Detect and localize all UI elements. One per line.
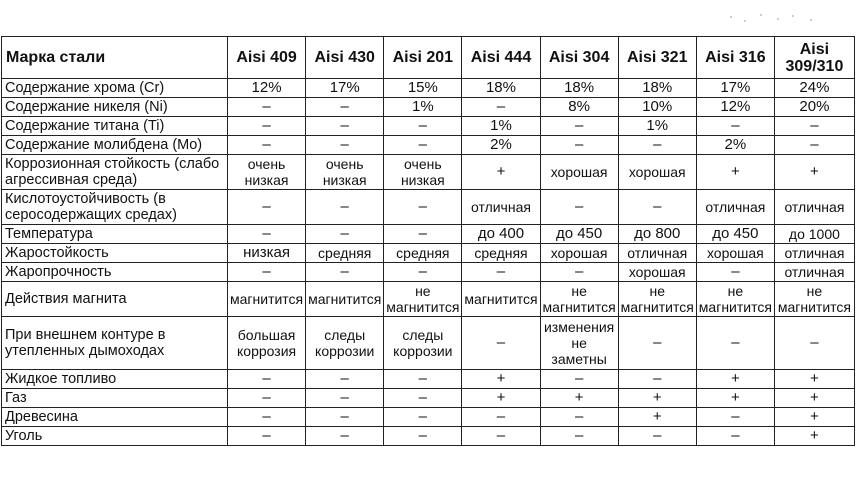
header-aisi-316: Aisi 316 [696,37,774,79]
table-cell: – [228,389,306,408]
table-cell: – [540,370,618,389]
header-aisi-430: Aisi 430 [306,37,384,79]
table-cell: очень низкая [384,155,462,190]
table-cell: отличная [462,190,540,225]
table-cell: 17% [306,79,384,98]
table-cell: – [696,263,774,282]
row-label: Газ [2,389,228,408]
table-cell: – [384,427,462,446]
table-cell: – [774,136,854,155]
header-aisi-321: Aisi 321 [618,37,696,79]
table-cell: – [228,370,306,389]
table-cell: 1% [384,98,462,117]
table-row [2,136,855,155]
table-cell: – [540,263,618,282]
table-cell: 15% [384,79,462,98]
table-cell: – [228,98,306,117]
table-cell: – [306,370,384,389]
table-cell: – [618,190,696,225]
table-cell: – [462,317,540,370]
table-cell: 18% [462,79,540,98]
table-cell: не магнитится [618,282,696,317]
table-cell: не магнитится [696,282,774,317]
table-cell: низкая [228,244,306,263]
table-cell: не магнитится [384,282,462,317]
table-cell: + [774,370,854,389]
row-label: Кислотоустойчивость (в серосодержащих средах) [2,190,228,225]
table-cell: + [774,408,854,427]
table-cell: отличная [618,244,696,263]
table-cell: – [462,263,540,282]
header-steel-grade: Марка стали [2,37,228,79]
table-cell: – [618,136,696,155]
table-cell: – [384,136,462,155]
table-cell: + [618,408,696,427]
table-cell: – [540,136,618,155]
table-cell: – [306,263,384,282]
table-cell: – [384,263,462,282]
table-cell: + [696,155,774,190]
row-label: Жаростойкость [2,244,228,263]
table-cell: до 450 [540,225,618,244]
table-cell: не магнитится [540,282,618,317]
table-cell: – [462,408,540,427]
table-cell: очень низкая [306,155,384,190]
table-cell: – [384,225,462,244]
table-cell: большая коррозия [228,317,306,370]
table-cell: – [618,427,696,446]
table-cell: 2% [696,136,774,155]
table-cell: отличная [774,263,854,282]
table-row [2,117,855,136]
table-cell: до 400 [462,225,540,244]
table-cell: средняя [384,244,462,263]
table-cell: – [384,190,462,225]
table-row [2,79,855,98]
header-aisi-409: Aisi 409 [228,37,306,79]
table-cell: – [306,98,384,117]
table-cell: 10% [618,98,696,117]
table-cell: + [774,427,854,446]
table-cell: – [540,190,618,225]
row-label: При внешнем контуре в утепленных дымоходах [2,317,228,370]
table-cell: – [306,427,384,446]
table-cell: + [696,389,774,408]
table-cell: + [774,155,854,190]
table-cell: – [228,408,306,427]
table-cell: средняя [306,244,384,263]
table-cell: + [774,389,854,408]
table-row [2,370,855,389]
table-row [2,389,855,408]
table-cell: – [228,136,306,155]
table-cell: магнитится [306,282,384,317]
row-label: Содержание хрома (Cr) [2,79,228,98]
table-cell: 2% [462,136,540,155]
table-cell: – [696,408,774,427]
table-cell: не магнитится [774,282,854,317]
row-label: Содержание никеля (Ni) [2,98,228,117]
row-label: Древесина [2,408,228,427]
table-cell: средняя [462,244,540,263]
table-cell: 24% [774,79,854,98]
row-label: Жидкое топливо [2,370,228,389]
table-cell: отличная [774,190,854,225]
table-cell: 20% [774,98,854,117]
table-cell: – [306,190,384,225]
table-row [2,427,855,446]
row-label: Содержание титана (Ti) [2,117,228,136]
header-aisi-201: Aisi 201 [384,37,462,79]
table-cell: + [540,389,618,408]
table-cell: до 450 [696,225,774,244]
table-cell: + [462,389,540,408]
table-cell: следы коррозии [306,317,384,370]
table-cell: – [306,136,384,155]
table-row [2,190,855,225]
table-cell: отличная [696,190,774,225]
table-cell: – [696,427,774,446]
header-aisi-304: Aisi 304 [540,37,618,79]
table-row [2,155,855,190]
table-cell: – [228,427,306,446]
table-cell: 18% [540,79,618,98]
table-cell: – [696,117,774,136]
table-cell: хорошая [540,244,618,263]
table-cell: 17% [696,79,774,98]
table-cell: – [540,117,618,136]
table-cell: очень низкая [228,155,306,190]
table-cell: – [618,370,696,389]
row-label: Содержание молибдена (Mo) [2,136,228,155]
table-cell: – [774,117,854,136]
table-cell: 12% [228,79,306,98]
table-row [2,244,855,263]
table-cell: хорошая [540,155,618,190]
table-cell: – [384,389,462,408]
table-cell: – [228,190,306,225]
table-row [2,317,855,370]
row-label: Жаропрочность [2,263,228,282]
row-label: Температура [2,225,228,244]
steel-grades-table [1,36,855,446]
table-cell: – [462,427,540,446]
decorative-dots [730,12,820,24]
table-cell: хорошая [696,244,774,263]
table-cell: – [540,427,618,446]
table-cell: 18% [618,79,696,98]
table-cell: – [462,98,540,117]
table-cell: до 1000 [774,225,854,244]
table-cell: отличная [774,244,854,263]
table-cell: – [306,117,384,136]
table-cell: – [618,317,696,370]
table-cell: – [228,117,306,136]
table-row [2,408,855,427]
table-cell: магнитится [228,282,306,317]
table-cell: + [696,370,774,389]
steel-grades-table-container [1,36,855,446]
table-cell: – [696,317,774,370]
table-cell: – [228,225,306,244]
header-aisi-309-310: Aisi 309/310 [774,37,854,79]
row-label: Коррозионная стойкость (слабо агрессивная среда) [2,155,228,190]
table-cell: 1% [618,117,696,136]
table-cell: – [306,225,384,244]
table-cell: изменения не заметны [540,317,618,370]
table-cell: до 800 [618,225,696,244]
row-label: Действия магнита [2,282,228,317]
table-cell: – [384,408,462,427]
table-cell: хорошая [618,263,696,282]
table-cell: – [384,370,462,389]
table-cell: – [228,263,306,282]
table-row [2,263,855,282]
table-cell: хорошая [618,155,696,190]
table-cell: 1% [462,117,540,136]
table-cell: – [540,408,618,427]
header-aisi-444: Aisi 444 [462,37,540,79]
table-cell: следы коррозии [384,317,462,370]
header-row [2,37,855,79]
table-cell: + [462,155,540,190]
table-cell: – [306,408,384,427]
table-cell: + [462,370,540,389]
table-cell: – [774,317,854,370]
table-cell: – [384,117,462,136]
table-row [2,282,855,317]
table-cell: магнитится [462,282,540,317]
table-row [2,225,855,244]
row-label: Уголь [2,427,228,446]
table-cell: + [618,389,696,408]
table-row [2,98,855,117]
table-cell: 8% [540,98,618,117]
table-cell: 12% [696,98,774,117]
table-cell: – [306,389,384,408]
